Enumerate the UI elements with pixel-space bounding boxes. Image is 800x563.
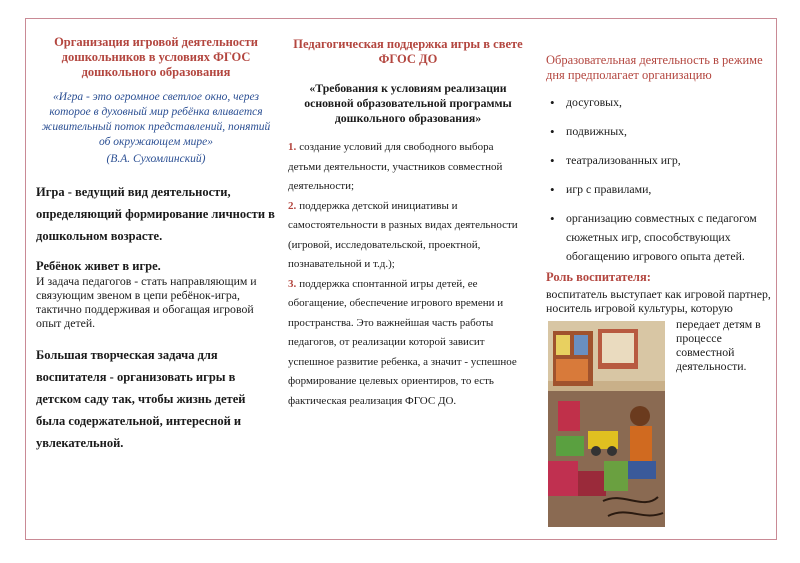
column-middle: [288, 19, 528, 539]
activity-item: [546, 122, 774, 141]
quote-author: (В.А. Сухомлинский): [106, 153, 206, 165]
requirements-list: [288, 138, 528, 411]
activities-list: [546, 93, 774, 266]
sukhomlinsky-quote: [36, 90, 276, 167]
bullet-icon: •: [550, 153, 555, 168]
lead-statement: Игра - ведущий вид деятельности, определяющий формирование личности в дошкольном возрасте.: [36, 185, 275, 243]
item-text: поддержка спонтанной игры детей, ее обогащение, обеспечение игрового времени и пространства. Это важнейшая часть работы педагогов, от реализации которой зависит успешное развитие ребенка, а значит - успешное формирование целевых ориентиров, то есть фактическая реализация ФГОС ДО.: [288, 277, 517, 407]
left-title: Организация игровой деятельности дошкольников в условиях ФГОС дошкольного образования: [54, 35, 258, 79]
item-number: 1.: [288, 141, 297, 153]
item-text: поддержка детской инициативы и самостоятельности в разных видах деятельности (игровой, исследовательской, проектной, познавательной и т.д.);: [288, 199, 518, 270]
role-text: воспитатель выступает как игровой партнер, носитель игровой культуры, которую: [546, 287, 771, 315]
activity-text: театрализованных игр,: [566, 153, 681, 167]
middle-title: Педагогическая поддержка игры в свете ФГОС ДО: [293, 37, 523, 66]
requirement-item: [288, 197, 528, 275]
activity-text: досуговых,: [566, 95, 622, 109]
child-playing-photo: [548, 321, 665, 527]
activity-item: [546, 151, 774, 170]
item-number: 2.: [288, 199, 297, 212]
activity-item: [546, 93, 774, 112]
bullet-icon: •: [550, 211, 555, 226]
photo-illustration: [548, 321, 665, 527]
activity-text: организацию совместных с педагогом сюжетных игр, способствующих обогащению игрового опыта детей.: [566, 211, 757, 263]
requirements-title: «Требования к условиям реализации основной образовательной программы дошкольного образования»: [304, 81, 512, 125]
child-lives-in-play: Ребёнок живет в игре.: [36, 259, 161, 273]
bullet-icon: •: [550, 95, 555, 110]
requirement-item: [288, 275, 528, 412]
role-title: Роль воспитателя:: [546, 270, 651, 284]
column-right: [546, 19, 774, 539]
activity-item: [546, 209, 774, 266]
right-title: Образовательная деятельность в режиме дня предполагает организацию: [546, 53, 763, 82]
requirement-item: [288, 138, 528, 197]
brochure-frame: [25, 18, 777, 540]
role-block: [546, 317, 774, 517]
teacher-task-text: И задача педагогов - стать направляющим и связующим звеном в цепи ребёнок-игра, тактично поддерживая и обогащая игровой опыт детей.: [36, 274, 257, 330]
quote-text: «Игра - это огромное светлое окно, через которое в духовный мир ребёнка вливается живительный поток представлений, понятий об окружающем мире»: [41, 91, 271, 148]
role-text-continued: передает детям в процессе совместной деятельности.: [676, 317, 761, 373]
column-left: [36, 19, 276, 539]
bullet-icon: •: [550, 182, 555, 197]
item-number: 3.: [288, 277, 297, 290]
activity-text: игр с правилами,: [566, 182, 652, 196]
creative-task: Большая творческая задача для воспитателя - организовать игры в детском саду так, чтобы жизнь детей была содержательной, интересной и увлекательной.: [36, 348, 246, 450]
activity-item: [546, 180, 774, 199]
item-text: создание условий для свободного выбора детьми деятельности, участников совместной деятельности;: [288, 141, 503, 192]
activity-text: подвижных,: [566, 124, 627, 138]
bullet-icon: •: [550, 124, 555, 139]
